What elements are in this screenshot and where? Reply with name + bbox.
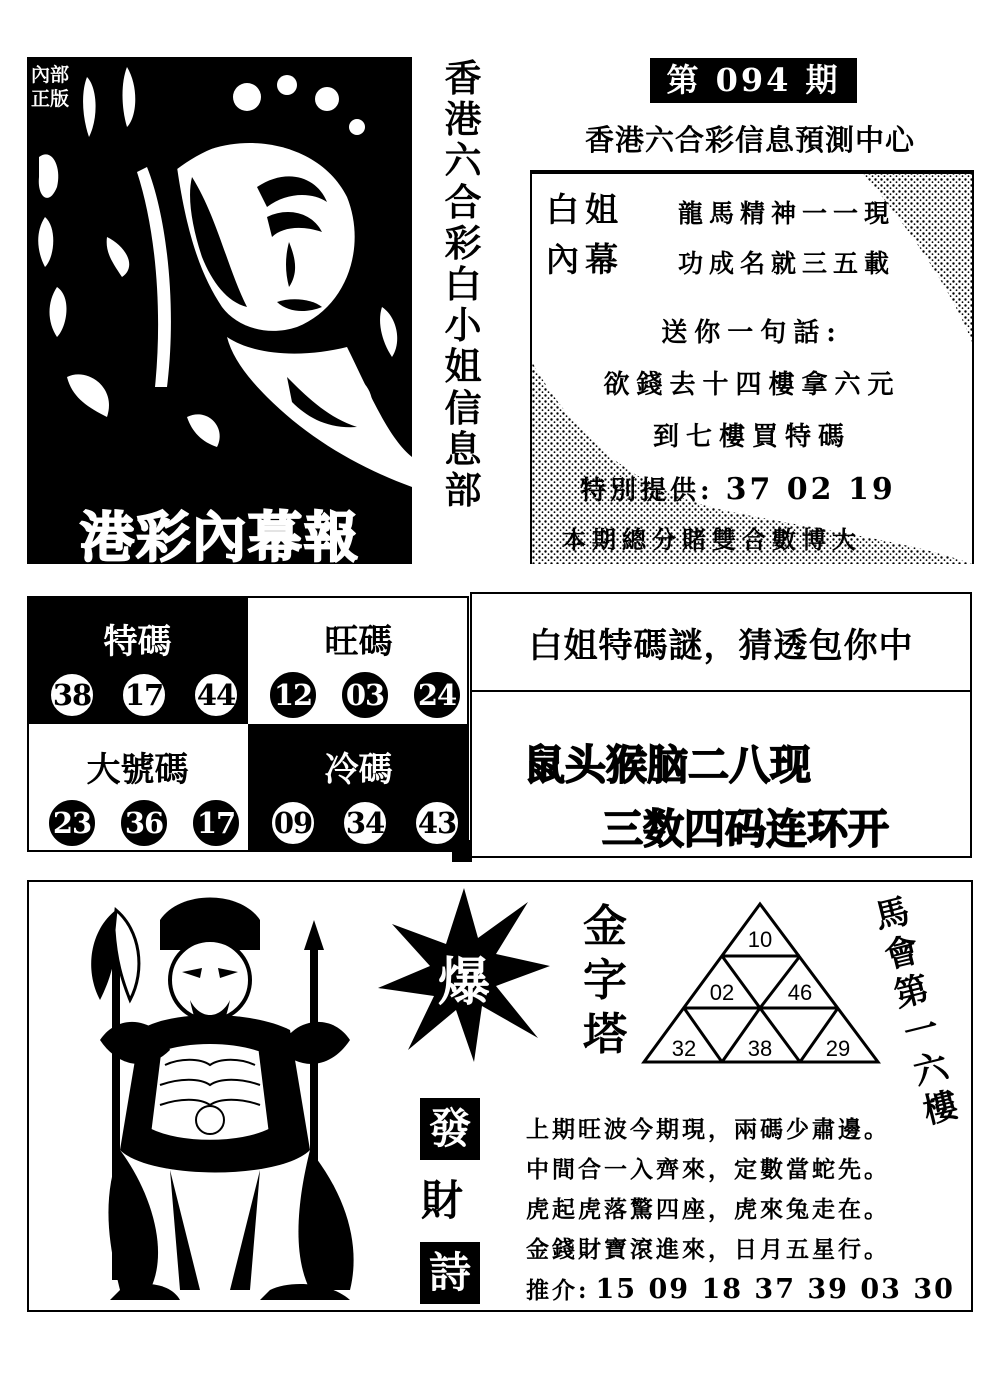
poem-tag-char: 財 bbox=[412, 1170, 472, 1232]
pyramid-side-char: 馬 bbox=[870, 891, 914, 939]
grid-cell-title: 旺碼 bbox=[324, 622, 393, 662]
verse-line-2: 功成名就三五載 bbox=[678, 249, 896, 278]
center-name: 香港六合彩信息預測中心 bbox=[584, 123, 915, 157]
pyramid-number: 02 bbox=[709, 980, 735, 1005]
recommend-numbers: 15 09 18 37 39 03 30 bbox=[595, 1274, 955, 1305]
vertical-title-char: 息 bbox=[444, 427, 482, 471]
pyramid-label-char: 金 bbox=[583, 901, 627, 952]
poem-line: 金錢財寶滾進來，日月五星行。 bbox=[526, 1236, 890, 1263]
pyramid-number: 46 bbox=[787, 980, 813, 1005]
number-ball: 44 bbox=[193, 672, 239, 718]
badge-line-1: 內部 bbox=[31, 64, 70, 86]
pyramid-side-char: 第 bbox=[890, 968, 933, 1016]
burst-label: 爆 bbox=[437, 953, 490, 1013]
pyramid-diagram bbox=[640, 896, 890, 1072]
issue-number: 第 094 期 bbox=[650, 58, 857, 103]
issue-note: 本期總分賭雙合數博大 bbox=[562, 525, 862, 554]
gift-line-1: 欲錢去十四樓拿六元 bbox=[603, 370, 901, 400]
vertical-title-char: 六 bbox=[444, 139, 482, 183]
number-ball: 43 bbox=[414, 800, 460, 846]
vertical-title-char: 小 bbox=[444, 304, 482, 348]
grid-cell-special-code bbox=[27, 596, 248, 724]
riddle-title: 白姐特碼謎，猜透包你中 bbox=[528, 626, 914, 666]
pyramid-number: 10 bbox=[747, 927, 773, 952]
verse-line-1: 龍馬精神一一現 bbox=[678, 199, 896, 228]
vertical-title-char: 部 bbox=[444, 469, 482, 513]
pyramid-number: 32 bbox=[671, 1036, 697, 1061]
grid-cell-title: 冷碼 bbox=[324, 750, 393, 790]
badge-line-2: 正版 bbox=[31, 88, 70, 110]
vertical-title-char: 港 bbox=[444, 98, 482, 142]
special-offer bbox=[580, 470, 896, 507]
number-ball: 09 bbox=[270, 800, 316, 846]
pyramid-number: 29 bbox=[825, 1036, 851, 1061]
vertical-title bbox=[440, 58, 486, 511]
number-ball: 03 bbox=[342, 672, 388, 718]
vertical-title-char: 合 bbox=[444, 180, 482, 224]
number-grid bbox=[27, 596, 469, 852]
label-white-sister: 白姐 bbox=[546, 190, 624, 229]
vertical-title-char: 白 bbox=[444, 263, 482, 307]
number-ball: 23 bbox=[49, 800, 95, 846]
grid-cell-hot-code bbox=[248, 596, 469, 724]
grid-cell-title: 特碼 bbox=[103, 622, 172, 662]
number-ball: 17 bbox=[193, 800, 239, 846]
pyramid-label-char: 字 bbox=[583, 955, 627, 1006]
riddle-divider bbox=[470, 690, 972, 692]
poem-line: 中間合一入齊來，定數當蛇先。 bbox=[526, 1156, 890, 1183]
pyramid-label bbox=[575, 900, 635, 1062]
pyramid-side-char: 一 bbox=[899, 1007, 943, 1055]
paper-title: 港彩內幕報 bbox=[80, 505, 360, 564]
grid-cell-title: 大號碼 bbox=[86, 750, 189, 790]
verse-box bbox=[530, 170, 974, 564]
grid-cell-big-number bbox=[27, 724, 248, 852]
internal-edition-badge bbox=[31, 63, 99, 111]
riddle-shadow bbox=[452, 840, 472, 862]
pyramid-side-char: 六 bbox=[909, 1046, 953, 1094]
cover-photo bbox=[27, 57, 412, 564]
pyramid-side-char: 樓 bbox=[919, 1085, 962, 1133]
poem-line: 虎起虎落驚四座，虎來兔走在。 bbox=[526, 1196, 890, 1223]
gift-line-2: 到七樓買特碼 bbox=[652, 422, 851, 452]
number-ball: 36 bbox=[121, 800, 167, 846]
general-guan-yu-illustration bbox=[60, 890, 390, 1310]
number-ball: 38 bbox=[49, 672, 95, 718]
number-ball: 34 bbox=[342, 800, 388, 846]
poem-line: 上期旺波今期現，兩碼少肅邊。 bbox=[526, 1116, 890, 1143]
pyramid-side-char: 會 bbox=[880, 929, 924, 977]
cover-illustration bbox=[27, 57, 412, 564]
pyramid-label-char: 塔 bbox=[583, 1009, 627, 1060]
fortune-poem-tag bbox=[412, 1098, 482, 1308]
number-ball: 24 bbox=[414, 672, 460, 718]
special-numbers: 37 02 19 bbox=[725, 472, 896, 507]
riddle-line-2: 三数四码连环开 bbox=[602, 805, 889, 853]
special-label: 特別提供: bbox=[580, 476, 714, 506]
vertical-title-char: 香 bbox=[444, 57, 482, 100]
fortune-poem bbox=[526, 1110, 955, 1311]
grid-cell-cold-code bbox=[248, 724, 469, 852]
gift-heading: 送你一句話: bbox=[661, 318, 843, 348]
recommend-label: 推介: bbox=[526, 1277, 590, 1304]
label-inside-story: 內幕 bbox=[546, 240, 624, 279]
number-ball: 12 bbox=[270, 672, 316, 718]
poem-tag-char: 發 bbox=[420, 1098, 480, 1160]
pyramid-number: 38 bbox=[747, 1036, 773, 1061]
poem-tag-char: 詩 bbox=[420, 1242, 480, 1304]
vertical-title-char: 彩 bbox=[444, 221, 482, 265]
number-ball: 17 bbox=[121, 672, 167, 718]
vertical-title-char: 信 bbox=[444, 386, 482, 430]
recommend-line bbox=[526, 1270, 955, 1311]
vertical-title-char: 姐 bbox=[444, 345, 482, 389]
riddle-line-1: 鼠头猴脑二八现 bbox=[524, 741, 811, 789]
